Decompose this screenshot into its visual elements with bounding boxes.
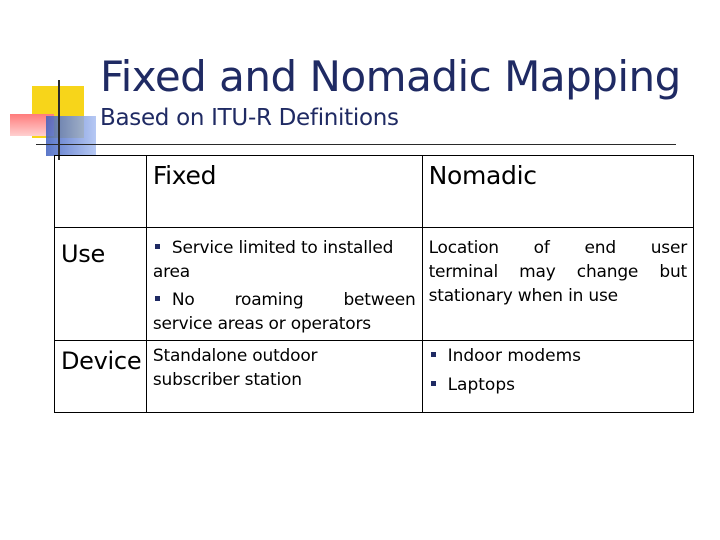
list-item-continuation: service areas or operators (152, 314, 371, 334)
table-header-row (55, 156, 694, 228)
device-nomadic-cell (422, 341, 693, 413)
list-item: Indoor modems (429, 342, 687, 371)
square-bullet-icon (155, 296, 160, 301)
mapping-table (54, 155, 694, 413)
text-line: Location of end user (428, 238, 687, 258)
list-item: Laptops (429, 371, 687, 400)
header-cell-nomadic: Nomadic (422, 156, 693, 228)
square-bullet-icon (155, 244, 160, 249)
row-label-device: Device (55, 341, 147, 413)
device-fixed-cell (146, 341, 422, 413)
table-row-device (55, 341, 694, 413)
use-fixed-cell (146, 228, 422, 341)
text-line: terminal may change but (428, 262, 687, 282)
text-line: stationary when in use (428, 286, 618, 306)
row-label-use: Use (55, 228, 147, 341)
list-item-continuation: area (152, 262, 191, 282)
text-line: subscriber station (152, 370, 302, 390)
decor-vertical-rule (58, 80, 60, 160)
slide-subtitle: Based on ITU-R Definitions (100, 105, 399, 131)
table-row-use (55, 228, 694, 341)
text-line: Standalone outdoor (152, 346, 318, 366)
list-item: Service limited to installed (153, 236, 416, 260)
square-bullet-icon (431, 381, 436, 386)
use-nomadic-cell (422, 228, 693, 341)
header-cell-fixed: Fixed (146, 156, 422, 228)
header-cell-empty (55, 156, 147, 228)
list-item: No roaming between (153, 288, 416, 312)
decor-horizontal-rule (36, 144, 676, 145)
slide-title: Fixed and Nomadic Mapping (100, 52, 681, 101)
square-bullet-icon (431, 352, 436, 357)
decor-blue-square (46, 116, 96, 156)
